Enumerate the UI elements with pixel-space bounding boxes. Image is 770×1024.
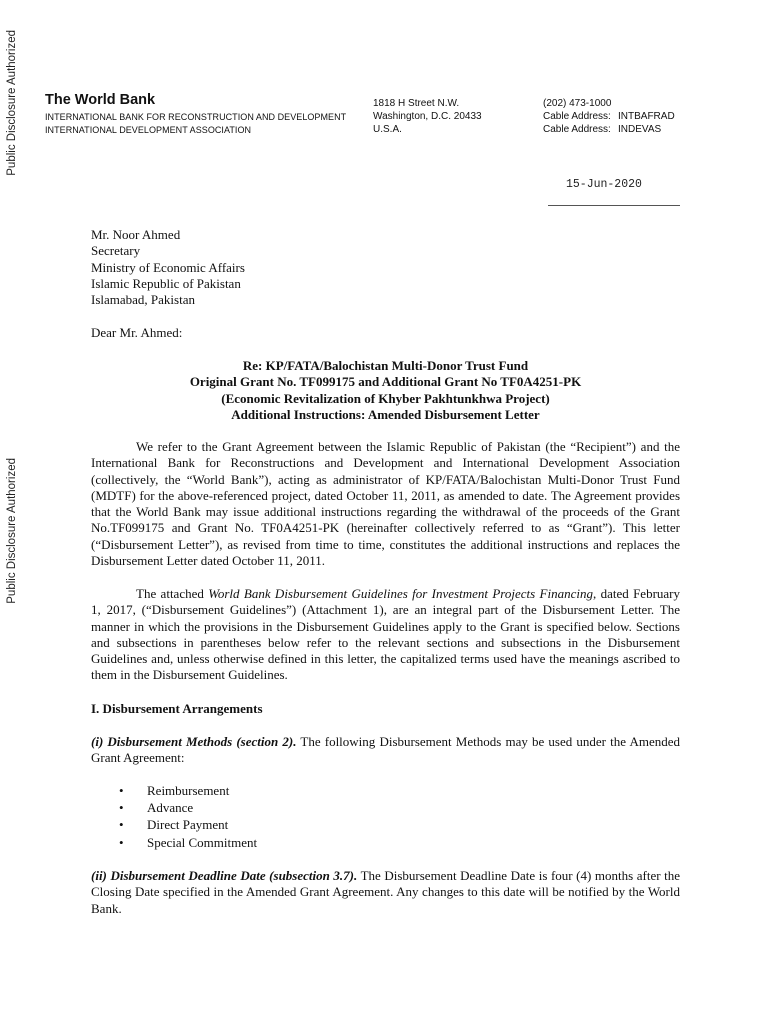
- bullet-icon: •: [119, 800, 124, 816]
- bullet-icon: •: [119, 834, 124, 850]
- subsection-deadline-date: [91, 868, 680, 917]
- subsection-text: The following Disbursement Methods may be used under the Amended Grant Agreement:: [91, 734, 680, 766]
- letterhead-address: [373, 97, 482, 136]
- salutation: Dear Mr. Ahmed:: [91, 325, 183, 340]
- list-item-label: Direct Payment: [147, 817, 229, 833]
- address-line: 1818 H Street N.W.: [373, 98, 460, 109]
- cable-address-2: [543, 123, 675, 136]
- letterhead-subtitle: [45, 111, 346, 136]
- disbursement-methods-list: [119, 782, 257, 851]
- paragraph-guidelines: [91, 586, 680, 684]
- recipient-line: Secretary: [91, 243, 141, 259]
- paragraph-rest: , dated February 1, 2017, (“Disbursement Guidelines”) (Attachment 1), are an integral part of the Disbursement Letter. The manner in which the provisions in the Disbursement Guidelines apply to the Grant is specified below. Sections and subsections in parentheses below refer to the relevant sections and subsections in the Disbursement Guidelines and, unless otherwise defined in this letter, the capitalized terms used have the meanings ascribed to them in the Disbursement Guidelines.: [91, 586, 680, 683]
- subject-line: Re: KP/FATA/Balochistan Multi-Donor Trust Fund: [242, 358, 529, 373]
- list-item: [119, 816, 257, 833]
- date-underline: [548, 205, 680, 206]
- subsection-heading: (ii) Disbursement Deadline Date (subsection 3.7).: [91, 868, 358, 883]
- letterhead-contact: [543, 97, 675, 136]
- cable-address-1: [543, 110, 675, 123]
- subsection-heading: (i) Disbursement Methods (section 2).: [91, 734, 297, 749]
- recipient-line: Islamabad, Pakistan: [91, 292, 195, 308]
- letter-date: 15-Jun-2020: [566, 178, 642, 191]
- letterhead-subtitle-ibrd: INTERNATIONAL BANK FOR RECONSTRUCTION AND DEVELOPMENT: [45, 112, 347, 122]
- bullet-icon: •: [119, 783, 124, 798]
- list-item: [119, 834, 257, 851]
- letterhead-title: The World Bank: [45, 92, 156, 108]
- address-line: Washington, D.C. 20433: [373, 111, 482, 122]
- subsection-disbursement-methods: [91, 734, 680, 767]
- section-heading: I. Disbursement Arrangements: [91, 701, 263, 716]
- recipient-line: Islamic Republic of Pakistan: [91, 275, 241, 291]
- subject-line: Original Grant No. TF099175 and Additional Grant No TF0A4251-PK: [189, 374, 582, 390]
- disclosure-label-middle: Public Disclosure Authorized: [6, 458, 18, 604]
- guidelines-title: World Bank Disbursement Guidelines for Investment Projects Financing: [208, 586, 593, 601]
- paragraph-intro: We refer to the Grant Agreement between the Islamic Republic of Pakistan (the “Recipient”) and the International Bank for Reconstructions and Development and International Development Association (collectively, the “World Bank”), acting as administrator of KP/FATA/Balochistan Multi-Donor Trust Fund (MDTF) for the above-referenced project, dated October 11, 2011, as amended to date. The Agreement provides that the World Bank may issue additional instructions regarding the withdrawal of the proceeds of the Grant No.TF099175 and Grant No. TF0A4251-PK (hereinafter collectively referred to as “Grant”). This letter (“Disbursement Letter”), as revised from time to time, constitutes the additional instructions and replaces the Disbursement Letter dated October 11, 2011.: [91, 439, 680, 569]
- phone-number: (202) 473-1000: [543, 98, 612, 109]
- cable-label: Cable Address:: [543, 124, 611, 135]
- recipient-line: Ministry of Economic Affairs: [91, 259, 245, 275]
- list-item: [119, 799, 257, 816]
- subject-block: [91, 358, 680, 423]
- list-item: [119, 782, 257, 799]
- cable-value: INTBAFRAD: [618, 111, 675, 122]
- list-item-label: Reimbursement: [147, 783, 230, 798]
- address-line: U.S.A.: [373, 124, 402, 135]
- bullet-icon: •: [119, 817, 124, 833]
- cable-value: INDEVAS: [618, 124, 662, 135]
- letterhead-subtitle-ida: INTERNATIONAL DEVELOPMENT ASSOCIATION: [45, 124, 252, 135]
- subject-line: Additional Instructions: Amended Disbursement Letter: [231, 406, 540, 422]
- subsection-text: The Disbursement Deadline Date is four (4) months after the Closing Date specified in the Amended Grant Agreement. Any changes to this date will be notified by the World Bank.: [91, 868, 680, 916]
- disclosure-label-top: Public Disclosure Authorized: [6, 30, 18, 176]
- recipient-block: [91, 227, 680, 308]
- paragraph-lead: The attached: [136, 586, 209, 601]
- list-item-label: Advance: [147, 800, 194, 816]
- list-item-label: Special Commitment: [147, 834, 258, 850]
- cable-label: Cable Address:: [543, 111, 611, 122]
- recipient-line: Mr. Noor Ahmed: [91, 227, 181, 242]
- subject-line: (Economic Revitalization of Khyber Pakhtunkhwa Project): [221, 390, 550, 406]
